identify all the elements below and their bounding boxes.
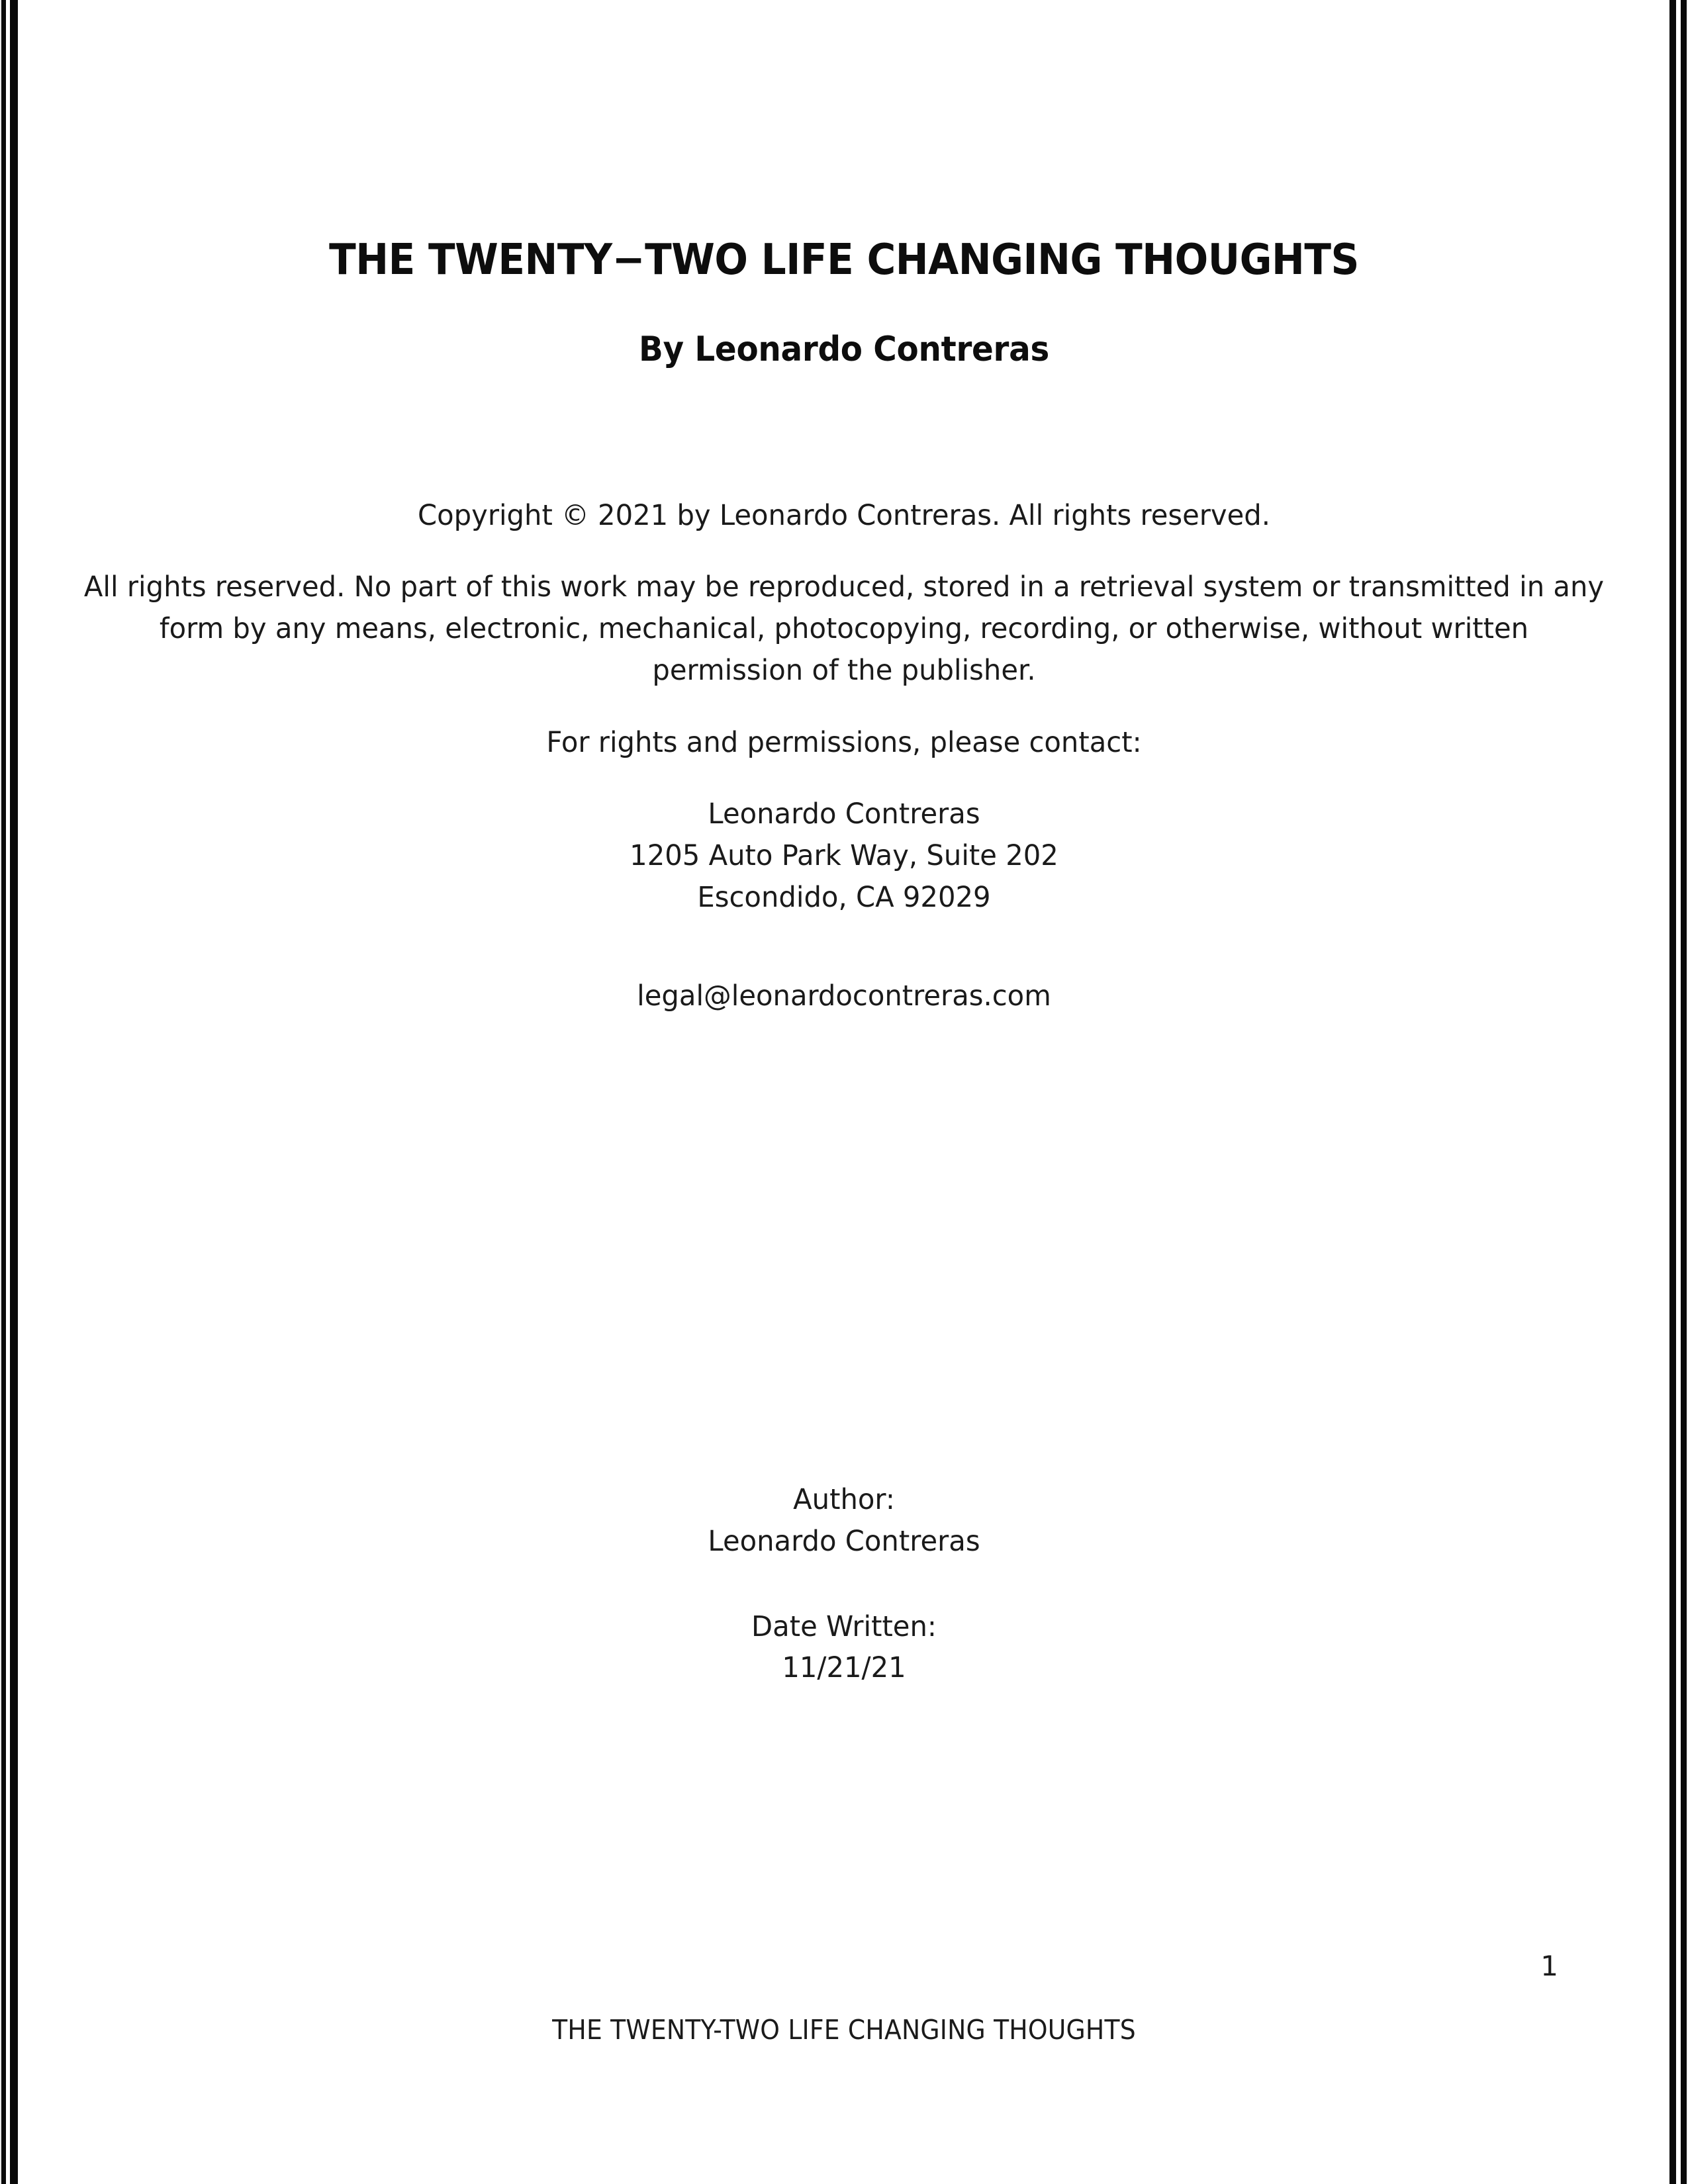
- contact-address-block: [83, 763, 1605, 918]
- date-written-label: Date Written:: [751, 1610, 937, 1643]
- page-content: [0, 0, 1688, 1017]
- rights-reservation-text: All rights reserved. No part of this work may be reproduced, stored in a retrieval system or transmitted in any form by any means, electronic, mechanical, photocopying, recording, or otherwise, without written permission of the publisher.: [83, 570, 1605, 687]
- copyright-notice: Copyright © 2021 by Leonardo Contreras. All rights reserved.: [418, 498, 1270, 532]
- metadata-spacer: [0, 1563, 1688, 1606]
- contact-street: 1205 Auto Park Way, Suite 202: [630, 839, 1058, 873]
- author-label: Author:: [793, 1483, 895, 1516]
- contact-email-line: [83, 919, 1605, 1017]
- document-metadata-block: [0, 1479, 1688, 1689]
- contact-heading: For rights and permissions, please contact:: [546, 725, 1142, 759]
- copyright-section: [60, 369, 1628, 1017]
- footer-running-title: THE TWENTY-TWO LIFE CHANGING THOUGHTS: [552, 2014, 1136, 2046]
- author-group: [25, 1479, 1663, 1563]
- page-title: THE TWENTY−TWO LIFE CHANGING THOUGHTS: [329, 236, 1359, 285]
- contact-email[interactable]: legal@leonardocontreras.com: [637, 979, 1051, 1013]
- contact-city-state-zip: Escondido, CA 92029: [697, 880, 991, 914]
- author-value: Leonardo Contreras: [708, 1524, 980, 1558]
- author-byline: By Leonardo Contreras: [639, 330, 1049, 370]
- contact-name: Leonardo Contreras: [708, 797, 980, 831]
- date-group: [25, 1606, 1663, 1690]
- date-written-value: 11/21/21: [782, 1651, 906, 1685]
- page-number: 1: [1540, 1950, 1558, 1982]
